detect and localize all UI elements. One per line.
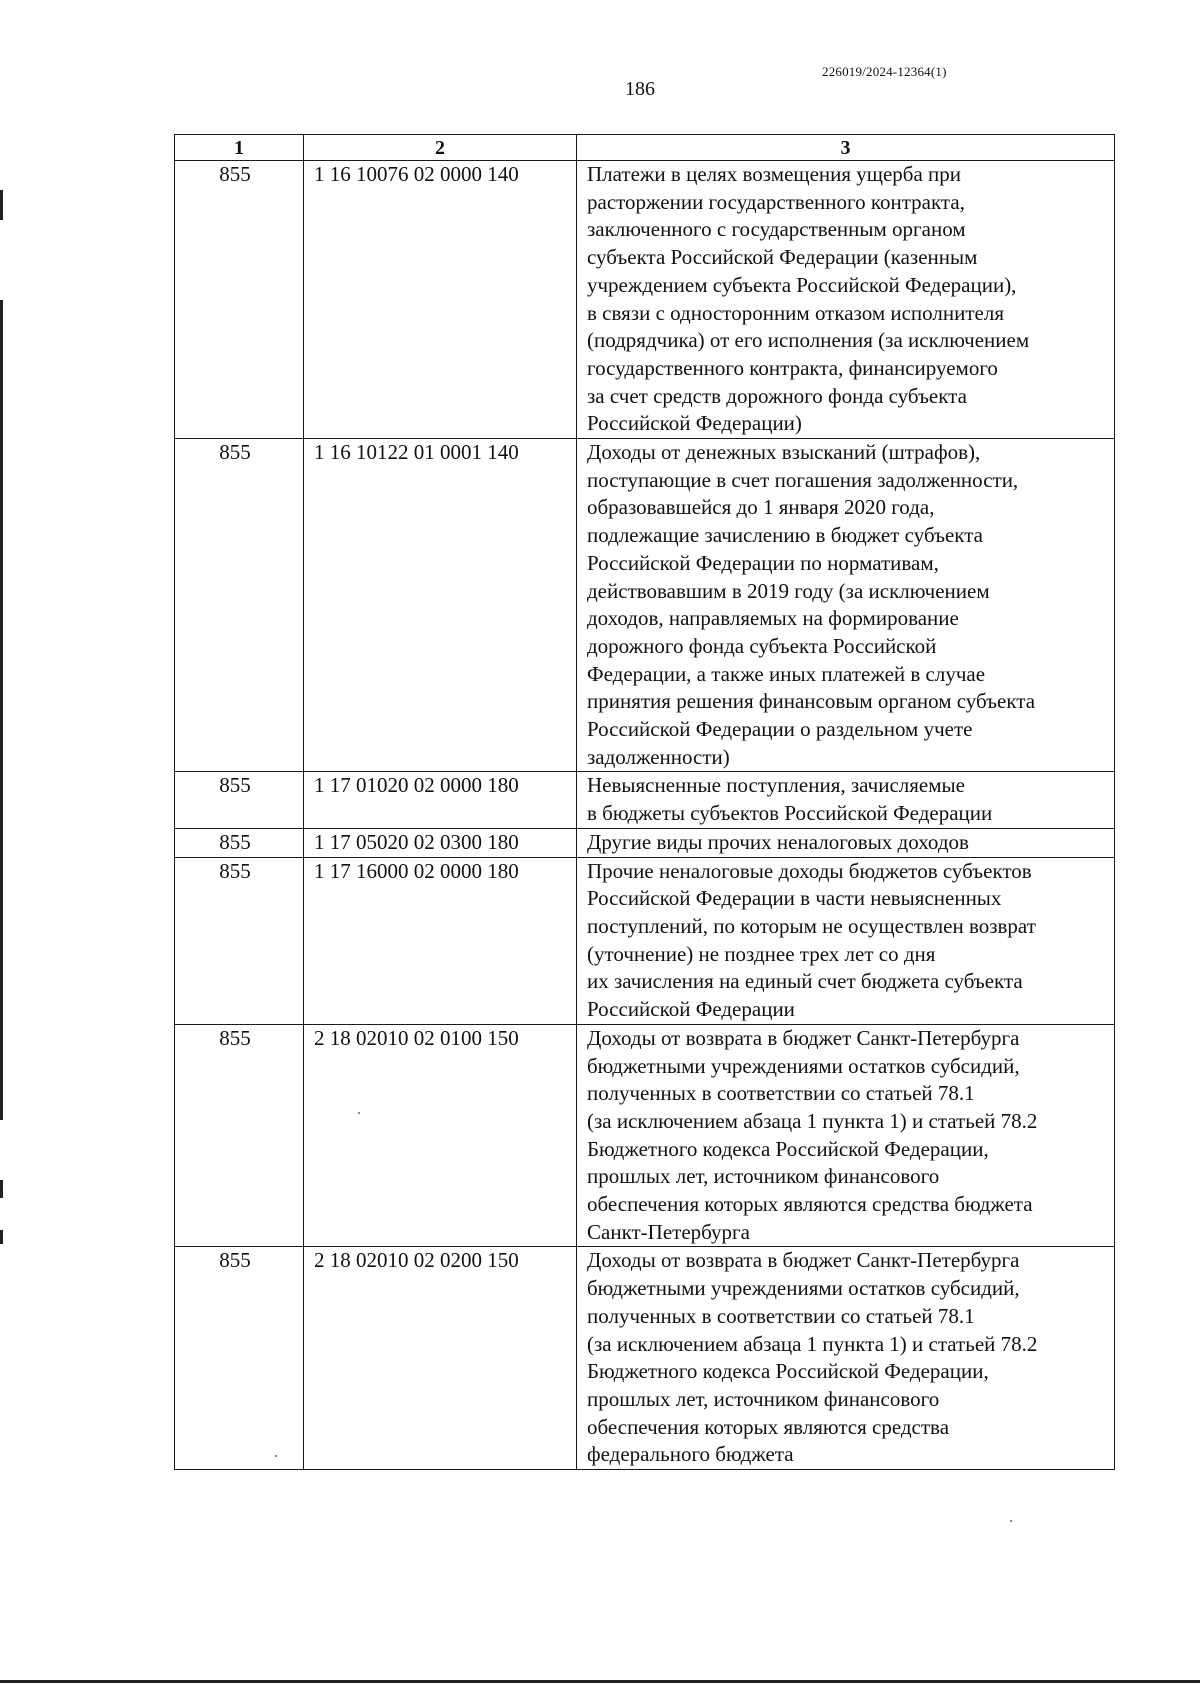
description-line: обеспечения которых являются средства бюджета	[587, 1192, 1033, 1217]
scan-speck	[358, 1112, 360, 1114]
description-line: бюджетными учреждениями остатков субсидий,	[587, 1053, 1020, 1078]
description-line: субъекта Российской Федерации (казенным	[587, 245, 978, 270]
scan-bottom-rule	[0, 1680, 1200, 1683]
description-line: доходов, направляемых на формирование	[587, 606, 959, 631]
description-line: поступающие в счет погашения задолженности,	[587, 467, 1019, 492]
scan-speck	[1010, 1520, 1012, 1522]
description-line: подлежащие зачислению в бюджет субъекта	[587, 523, 983, 548]
administrator-code-cell: 855	[175, 1247, 304, 1470]
description-line: Прочие неналоговые доходы бюджетов субъектов	[587, 858, 1032, 883]
description-line: Российской Федерации о раздельном учете	[587, 717, 973, 742]
revenue-description-cell	[577, 1024, 1115, 1247]
table-body	[175, 161, 1115, 1470]
description-line: прошлых лет, источником финансового	[587, 1386, 940, 1411]
administrator-code-cell: 855	[175, 1024, 304, 1247]
table-row	[175, 1024, 1115, 1247]
description-line: государственного контракта, финансируемого	[587, 355, 998, 380]
table-row	[175, 161, 1115, 439]
revenue-description-cell	[577, 1247, 1115, 1470]
scan-edge-mark	[0, 1230, 3, 1244]
budget-classification-code-cell: 1 17 16000 02 0000 180	[304, 857, 577, 1024]
description-line: поступлений, по которым не осуществлен возврат	[587, 913, 1036, 938]
budget-classification-code-cell: 2 18 02010 02 0100 150	[304, 1024, 577, 1247]
budget-classification-code-cell: 1 17 05020 02 0300 180	[304, 828, 577, 857]
description-line: действовавшим в 2019 году (за исключением	[587, 578, 990, 603]
description-line: (подрядчика) от его исполнения (за исключением	[587, 328, 1030, 353]
administrator-code-cell: 855	[175, 439, 304, 772]
budget-codes-table-container	[174, 134, 1114, 1470]
scan-edge-mark	[0, 190, 3, 220]
budget-classification-code-cell: 2 18 02010 02 0200 150	[304, 1247, 577, 1470]
revenue-description-cell	[577, 439, 1115, 772]
description-line: в связи с односторонним отказом исполнителя	[587, 300, 1004, 325]
table-row	[175, 828, 1115, 857]
description-line: Доходы от возврата в бюджет Санкт-Петербурга	[587, 1248, 1020, 1273]
description-line: Доходы от возврата в бюджет Санкт-Петербурга	[587, 1025, 1020, 1050]
description-line: Федерации, а также иных платежей в случае	[587, 661, 986, 686]
description-line: дорожного фонда субъекта Российской	[587, 633, 937, 658]
description-line: Бюджетного кодекса Российской Федерации,	[587, 1359, 989, 1384]
administrator-code-cell: 855	[175, 161, 304, 439]
description-line: Санкт-Петербурга	[587, 1219, 750, 1244]
description-line: Российской Федерации по нормативам,	[587, 550, 939, 575]
description-line: их зачисления на единый счет бюджета субъекта	[587, 969, 1023, 994]
description-line: (уточнение) не позднее трех лет со дня	[587, 941, 936, 966]
scan-edge-mark	[0, 300, 3, 1120]
description-line: Платежи в целях возмещения ущерба при	[587, 162, 962, 186]
description-line: Доходы от денежных взысканий (штрафов),	[587, 440, 981, 465]
description-line: образовавшейся до 1 января 2020 года,	[587, 495, 935, 520]
description-line: полученных в соответствии со статьей 78.1	[587, 1081, 975, 1106]
budget-classification-code-cell: 1 16 10076 02 0000 140	[304, 161, 577, 439]
scan-speck	[275, 1455, 277, 1457]
description-line: задолженности)	[587, 744, 730, 769]
description-line: Бюджетного кодекса Российской Федерации,	[587, 1136, 989, 1161]
table-row	[175, 772, 1115, 828]
description-line: Российской Федерации	[587, 997, 795, 1022]
budget-codes-table	[174, 134, 1115, 1470]
description-line: федерального бюджета	[587, 1442, 794, 1467]
page-number: 186	[625, 78, 655, 100]
description-line: полученных в соответствии со статьей 78.1	[587, 1303, 975, 1328]
column-header-3: 3	[577, 135, 1115, 161]
description-line: Невыясненные поступления, зачисляемые	[587, 773, 965, 798]
description-line: (за исключением абзаца 1 пункта 1) и статьей 78.2	[587, 1108, 1038, 1133]
description-line: расторжении государственного контракта,	[587, 189, 965, 214]
administrator-code-cell: 855	[175, 828, 304, 857]
administrator-code-cell: 855	[175, 772, 304, 828]
table-row	[175, 439, 1115, 772]
table-header-row	[175, 135, 1115, 161]
description-line: (за исключением абзаца 1 пункта 1) и статьей 78.2	[587, 1331, 1038, 1356]
description-line: Российской Федерации)	[587, 411, 802, 436]
description-line: заключенного с государственным органом	[587, 217, 966, 242]
table-row	[175, 857, 1115, 1024]
column-header-1: 1	[175, 135, 304, 161]
description-line: в бюджеты субъектов Российской Федерации	[587, 801, 993, 826]
revenue-description-cell	[577, 772, 1115, 828]
document-registration-number: 226019/2024-12364(1)	[822, 64, 947, 79]
description-line: бюджетными учреждениями остатков субсидий,	[587, 1276, 1020, 1301]
column-header-2: 2	[304, 135, 577, 161]
revenue-description-cell	[577, 857, 1115, 1024]
description-line: принятия решения финансовым органом субъекта	[587, 689, 1036, 714]
description-line: учреждением субъекта Российской Федерации),	[587, 272, 1017, 297]
revenue-description-cell	[577, 828, 1115, 857]
description-line: обеспечения которых являются средства	[587, 1414, 950, 1439]
table-row	[175, 1247, 1115, 1470]
description-line: Российской Федерации в части невыясненных	[587, 886, 1002, 911]
revenue-description-cell	[577, 161, 1115, 439]
description-line: за счет средств дорожного фонда субъекта	[587, 383, 967, 408]
description-line: Другие виды прочих неналоговых доходов	[587, 829, 969, 854]
budget-classification-code-cell: 1 17 01020 02 0000 180	[304, 772, 577, 828]
budget-classification-code-cell: 1 16 10122 01 0001 140	[304, 439, 577, 772]
description-line: прошлых лет, источником финансового	[587, 1164, 940, 1189]
administrator-code-cell: 855	[175, 857, 304, 1024]
scan-edge-mark	[0, 1180, 3, 1198]
